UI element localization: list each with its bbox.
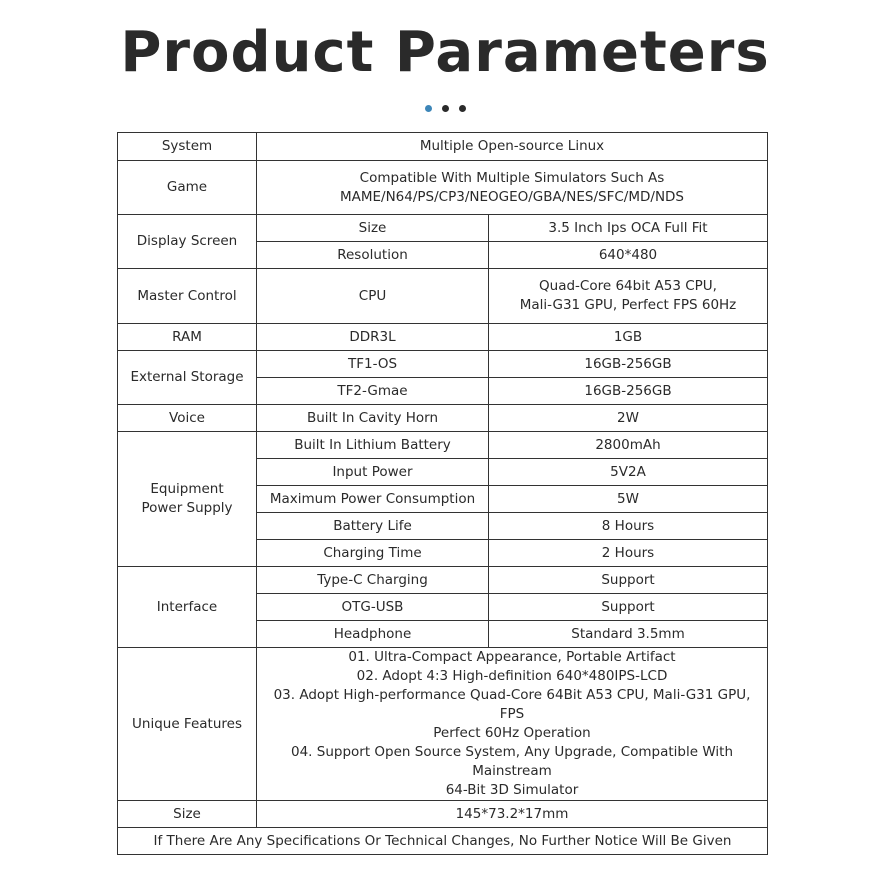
row-label: System [118,133,257,161]
param-name: Maximum Power Consumption [257,486,489,513]
dot [459,105,466,112]
param-name: OTG-USB [257,594,489,621]
param-name: Size [257,215,489,242]
param-value: 2800mAh [489,432,768,459]
row-label [118,432,257,567]
row-label: Voice [118,405,257,432]
page-title: Product Parameters [120,20,770,85]
table-row [118,133,768,161]
cpu-line: Mali-G31 GPU, Perfect FPS 60Hz [519,297,737,313]
row-label: Game [118,161,257,215]
param-value: 8 Hours [489,513,768,540]
param-value: 16GB-256GB [489,378,768,405]
feature-line: 01. Ultra-Compact Appearance, Portable Artifact [348,649,676,665]
param-value: Support [489,594,768,621]
param-value: 3.5 Inch Ips OCA Full Fit [489,215,768,242]
dot [442,105,449,112]
table-row [118,828,768,855]
row-label: Display Screen [118,215,257,269]
param-name: TF1-OS [257,351,489,378]
param-value: 2 Hours [489,540,768,567]
param-name: Charging Time [257,540,489,567]
param-value: 16GB-256GB [489,351,768,378]
param-name: Built In Cavity Horn [257,405,489,432]
row-label: Master Control [118,269,257,324]
feature-line: 64-Bit 3D Simulator [445,782,579,798]
game-line: Compatible With Multiple Simulators Such As [359,169,665,186]
table-row [118,215,768,242]
table-row [118,269,768,324]
table-row [118,801,768,828]
param-value: 5V2A [489,459,768,486]
table-row [118,324,768,351]
param-name: CPU [257,269,489,324]
param-value: 2W [489,405,768,432]
feature-line: 03. Adopt High-performance Quad-Core 64Bit A53 CPU, Mali-G31 GPU, FPS [273,687,751,722]
row-value: 145*73.2*17mm [257,801,768,828]
features-list [257,648,768,801]
param-value: Support [489,567,768,594]
cpu-line: Quad-Core 64bit A53 CPU, [539,278,717,294]
row-label: Unique Features [118,648,257,801]
param-name: DDR3L [257,324,489,351]
row-value: Multiple Open-source Linux [257,133,768,161]
param-name: Headphone [257,621,489,648]
param-name: Resolution [257,242,489,269]
param-value: Standard 3.5mm [489,621,768,648]
table-row [118,648,768,801]
label-line: Equipment [150,481,224,497]
game-line: MAME/N64/PS/CP3/NEOGEO/GBA/NES/SFC/MD/NDS [339,188,685,205]
param-name: Type-C Charging [257,567,489,594]
notice: If There Are Any Specifications Or Technical Changes, No Further Notice Will Be Given [118,828,768,855]
pagination-dots [0,97,890,116]
table-row [118,351,768,378]
param-name: TF2-Gmae [257,378,489,405]
row-label: External Storage [118,351,257,405]
row-label: Interface [118,567,257,648]
dot-active [425,105,432,112]
feature-line: 02. Adopt 4:3 High-definition 640*480IPS-LCD [356,668,668,684]
param-value [489,269,768,324]
row-label: Size [118,801,257,828]
param-name: Input Power [257,459,489,486]
row-value [257,161,768,215]
table-row [118,405,768,432]
table-row [118,432,768,459]
label-line: Power Supply [141,500,233,516]
table-row [118,567,768,594]
param-value: 640*480 [489,242,768,269]
spec-table [117,132,768,855]
param-name: Battery Life [257,513,489,540]
table-row [118,161,768,215]
feature-line: 04. Support Open Source System, Any Upgrade, Compatible With Mainstream [290,744,733,779]
param-name: Built In Lithium Battery [257,432,489,459]
row-label: RAM [118,324,257,351]
feature-line: Perfect 60Hz Operation [433,725,591,741]
param-value: 1GB [489,324,768,351]
param-value: 5W [489,486,768,513]
